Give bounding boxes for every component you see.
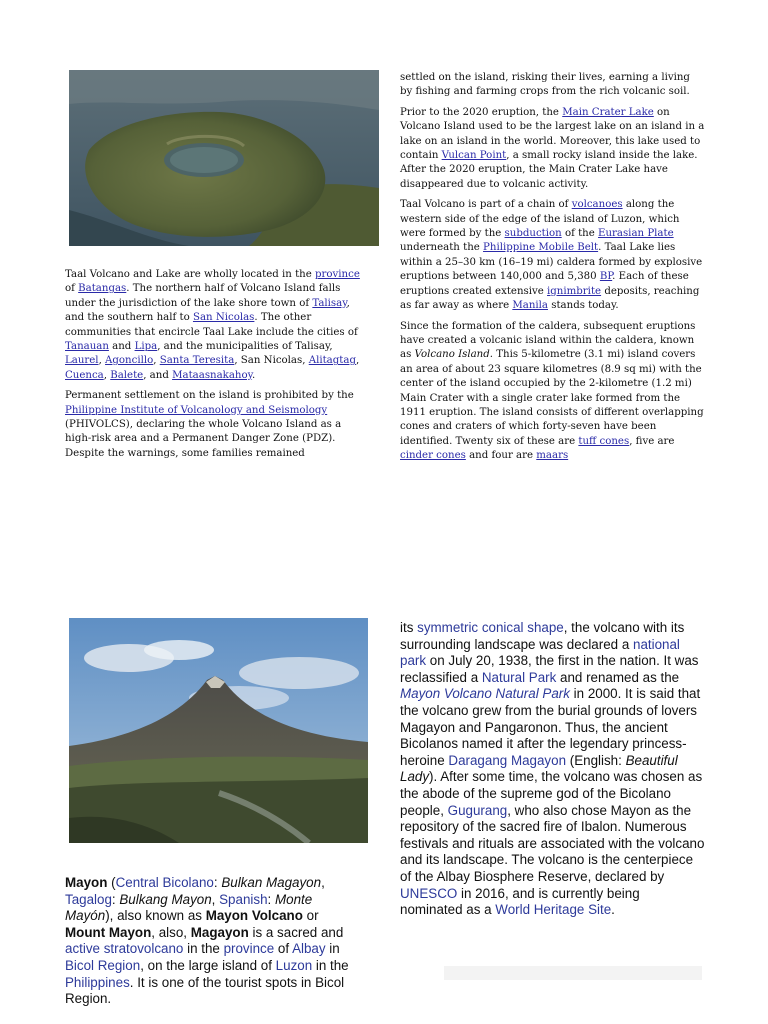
page-footer-bar <box>444 966 702 980</box>
text-run: Since the formation of the caldera, subsequent eruptions have created a volcanic island within the caldera, known as <box>400 320 696 361</box>
wiki-link[interactable]: Philippine Mobile Belt <box>483 242 599 254</box>
text-run: in 2016, and is currently being nominated as a <box>400 885 640 918</box>
wiki-link[interactable]: Batangas <box>78 283 127 295</box>
text-run: , and the municipalities of Talisay, <box>157 341 333 353</box>
text-run: deposits, reaching as far away as where <box>400 285 700 312</box>
text-run: . This 5-kilometre (3.1 mi) island covers an area of about 23 square kilometres (8.9 sq mi) with the center of the island occupied by the 2-kilometre (1.2 mi) Main Crater with a single crater lake formed from the 1911 eruption. The island consists of different overlapping cones and craters of which forty-seven have been identified. Twenty six of these are <box>400 349 704 447</box>
mayon-right-column <box>400 620 705 925</box>
taal-right-para <box>400 198 705 313</box>
wiki-link[interactable]: stratovolcano <box>103 941 184 957</box>
taal-right-column <box>400 71 705 470</box>
text-run: is a sacred and <box>248 924 344 940</box>
wiki-link[interactable]: BP <box>599 271 613 283</box>
text-run: on July 20, 1938, the first in the nation. It was reclassified a <box>400 653 699 685</box>
text-run: Taal Volcano is part of a chain of <box>400 199 572 211</box>
taal-left-para <box>65 389 365 461</box>
wiki-link[interactable]: Manila <box>512 300 548 312</box>
text-run: and four are <box>465 450 537 462</box>
text-run: . The northern half of Volcano Island falls under the jurisdiction of the lake shore town of <box>65 283 341 309</box>
text-run: , also, <box>151 924 191 940</box>
text-run: : <box>267 891 275 907</box>
wiki-link[interactable]: Tanauan <box>65 341 109 353</box>
text-run: Mount Mayon <box>65 924 152 940</box>
wiki-link[interactable]: Philippine Institute of Volcanology and Seismology <box>65 404 328 416</box>
wiki-link[interactable]: Santa Teresita <box>159 355 235 367</box>
text-run: in the <box>183 941 224 957</box>
text-run: Monte Mayón <box>65 891 313 924</box>
wiki-link[interactable]: Central Bicolano <box>115 875 214 890</box>
text-run: , <box>98 355 106 367</box>
wiki-link[interactable]: volcanoes <box>571 199 623 211</box>
text-run: settled on the island, risking their lives, earning a living by fishing and farming crops from the rich volcanic soil. <box>400 72 690 98</box>
wiki-link[interactable]: Eurasian Plate <box>598 228 674 240</box>
wiki-link[interactable]: San Nicolas <box>192 312 255 324</box>
text-run: in 2000. It is said that the volcano grew from the burial grounds of lovers Magayon and Pangaronon. Thus, the ancient Bicolanos named it after the legendary princess-heroine <box>400 686 701 768</box>
text-run: ), also known as <box>105 908 206 924</box>
text-run: , <box>211 891 220 907</box>
wiki-link[interactable]: maars <box>536 450 569 462</box>
text-run: . <box>611 902 615 918</box>
wiki-link[interactable]: Balete <box>110 369 144 381</box>
text-run: , <box>153 355 160 367</box>
wiki-link[interactable]: national park <box>400 636 680 669</box>
text-run: , and the southern half to <box>65 297 350 324</box>
wiki-link[interactable]: Lipa <box>134 341 158 353</box>
wiki-link[interactable]: ignimbrite <box>547 285 602 297</box>
wiki-link[interactable]: Gugurang <box>447 802 508 818</box>
taal-left-para <box>65 268 365 383</box>
text-run: , <box>355 355 360 367</box>
text-run: and <box>108 341 135 353</box>
wiki-link[interactable]: tuff cones <box>578 435 630 447</box>
wiki-link[interactable]: UNESCO <box>400 885 458 901</box>
text-run: Permanent settlement on the island is prohibited by the <box>65 390 354 402</box>
text-run: . Each of these eruptions created extensive <box>400 271 689 297</box>
text-run: . The other communities that encircle Taal Lake include the cities of <box>65 312 358 338</box>
text-run: , on the large island of <box>140 957 276 973</box>
text-run: Beautiful Lady <box>400 752 678 785</box>
wiki-link[interactable]: cinder cones <box>400 450 466 462</box>
text-run: Mayon <box>65 875 108 890</box>
wiki-link[interactable]: Spanish <box>219 891 268 907</box>
wiki-link[interactable]: Tagalog <box>65 891 112 907</box>
text-run: , <box>321 875 325 890</box>
text-run: , and <box>143 369 173 381</box>
text-run: (PHIVOLCS), declaring the whole Volcano Island as a high-risk area and a Permanent Danger Zone (PDZ). Despite the warnings, some families remained <box>65 419 342 459</box>
mayon-volcano-photo <box>69 618 368 843</box>
text-run: Bulkan Magayon <box>221 875 322 890</box>
wiki-link[interactable]: province <box>223 941 275 957</box>
mayon-left-para <box>65 875 355 1008</box>
text-run: ( <box>107 875 116 890</box>
wiki-link[interactable]: Cuenca <box>65 369 104 381</box>
wiki-link[interactable]: Natural Park <box>481 669 557 685</box>
text-run: on Volcano Island used to be the largest lake on an island in a lake on an island in the world. Moreover, this lake used to contain <box>400 106 705 162</box>
text-run: (English: <box>566 752 626 768</box>
text-run: of the <box>561 228 599 240</box>
text-run: Taal Volcano and Lake are wholly located in the <box>65 269 316 280</box>
mayon-right-para <box>400 620 705 919</box>
taal-aerial-image <box>69 70 379 246</box>
text-run: , who also chose Mayon as the repository of the sacred fire of Ibalon. Numerous festivals and rituals are associated with the volcano and its landscape. The volcano is the centerpiece of the Albay Biosphere Reserve, declared by <box>400 802 705 884</box>
text-run: . <box>252 369 256 381</box>
wiki-link[interactable]: Main Crater Lake <box>562 106 654 118</box>
taal-right-para <box>400 320 705 464</box>
text-run: stands today. <box>548 300 619 312</box>
wiki-link[interactable]: Laurel <box>65 355 99 367</box>
text-run: ). After some time, the volcano was chosen as the abode of the supreme god of the Bicolano people, <box>400 769 703 818</box>
text-run: of <box>274 941 293 957</box>
text-run: Volcano Island <box>414 349 490 361</box>
text-run: Magayon <box>190 924 249 940</box>
wiki-link[interactable]: World Heritage Site <box>495 902 612 918</box>
wiki-link[interactable]: Luzon <box>275 957 313 973</box>
wiki-link[interactable]: Mayon Volcano Natural Park <box>400 686 570 702</box>
text-run: Prior to the 2020 eruption, the <box>400 106 563 118</box>
wiki-link[interactable]: Albay <box>292 941 326 957</box>
wiki-link[interactable]: Bicol Region <box>65 957 141 973</box>
text-run: along the western side of the edge of the island of Luzon, which were formed by the <box>400 199 680 240</box>
text-run: and renamed as the <box>556 669 680 685</box>
wiki-link[interactable]: Daragang Magayon <box>448 752 567 768</box>
taal-right-para <box>400 106 705 192</box>
wiki-link[interactable]: symmetric conical shape <box>417 620 564 635</box>
wiki-link[interactable]: subduction <box>504 228 562 240</box>
text-run: : <box>111 891 120 907</box>
wiki-link[interactable]: active <box>65 941 100 957</box>
mayon-left-column <box>65 875 355 1014</box>
text-run: , <box>103 369 111 381</box>
wiki-link[interactable]: Mataasnakahoy <box>172 369 253 381</box>
wiki-link[interactable]: Agoncillo <box>105 355 154 367</box>
text-run: of <box>65 283 79 295</box>
text-run: Mayon Volcano <box>205 908 303 924</box>
text-run: , five are <box>629 435 675 447</box>
wiki-link[interactable]: Talisay <box>312 297 347 309</box>
text-run: in <box>325 941 340 957</box>
taal-right-para <box>400 71 705 100</box>
wiki-link[interactable]: Vulcan Point <box>441 150 507 162</box>
text-run: , a small rocky island inside the lake. After the 2020 eruption, the Main Crater Lake have disappeared due to volcanic activity. <box>400 150 698 190</box>
text-run: : <box>213 875 222 890</box>
text-run: . It is one of the tourist spots in Bicol Region. <box>65 974 345 1007</box>
mayon-landscape-image <box>69 618 368 843</box>
wiki-link[interactable]: Philippines <box>65 974 130 990</box>
taal-volcano-photo <box>69 70 379 246</box>
taal-left-column <box>65 268 365 467</box>
wiki-link[interactable]: Alitagtag <box>308 355 356 367</box>
wiki-link[interactable]: province <box>315 269 360 280</box>
text-run: or <box>302 908 319 924</box>
text-run: , the volcano with its surrounding landscape was declared a <box>400 620 685 652</box>
text-run: its <box>400 620 418 635</box>
text-run: , San Nicolas, <box>234 355 309 367</box>
text-run: underneath the <box>400 242 484 254</box>
text-run: Bulkang Mayon <box>119 891 212 907</box>
text-run: in the <box>312 957 349 973</box>
text-run: . Taal Lake lies within a 25–30 km (16–19 mi) caldera formed by explosive eruptions between 140,000 and 5,380 <box>400 242 703 283</box>
